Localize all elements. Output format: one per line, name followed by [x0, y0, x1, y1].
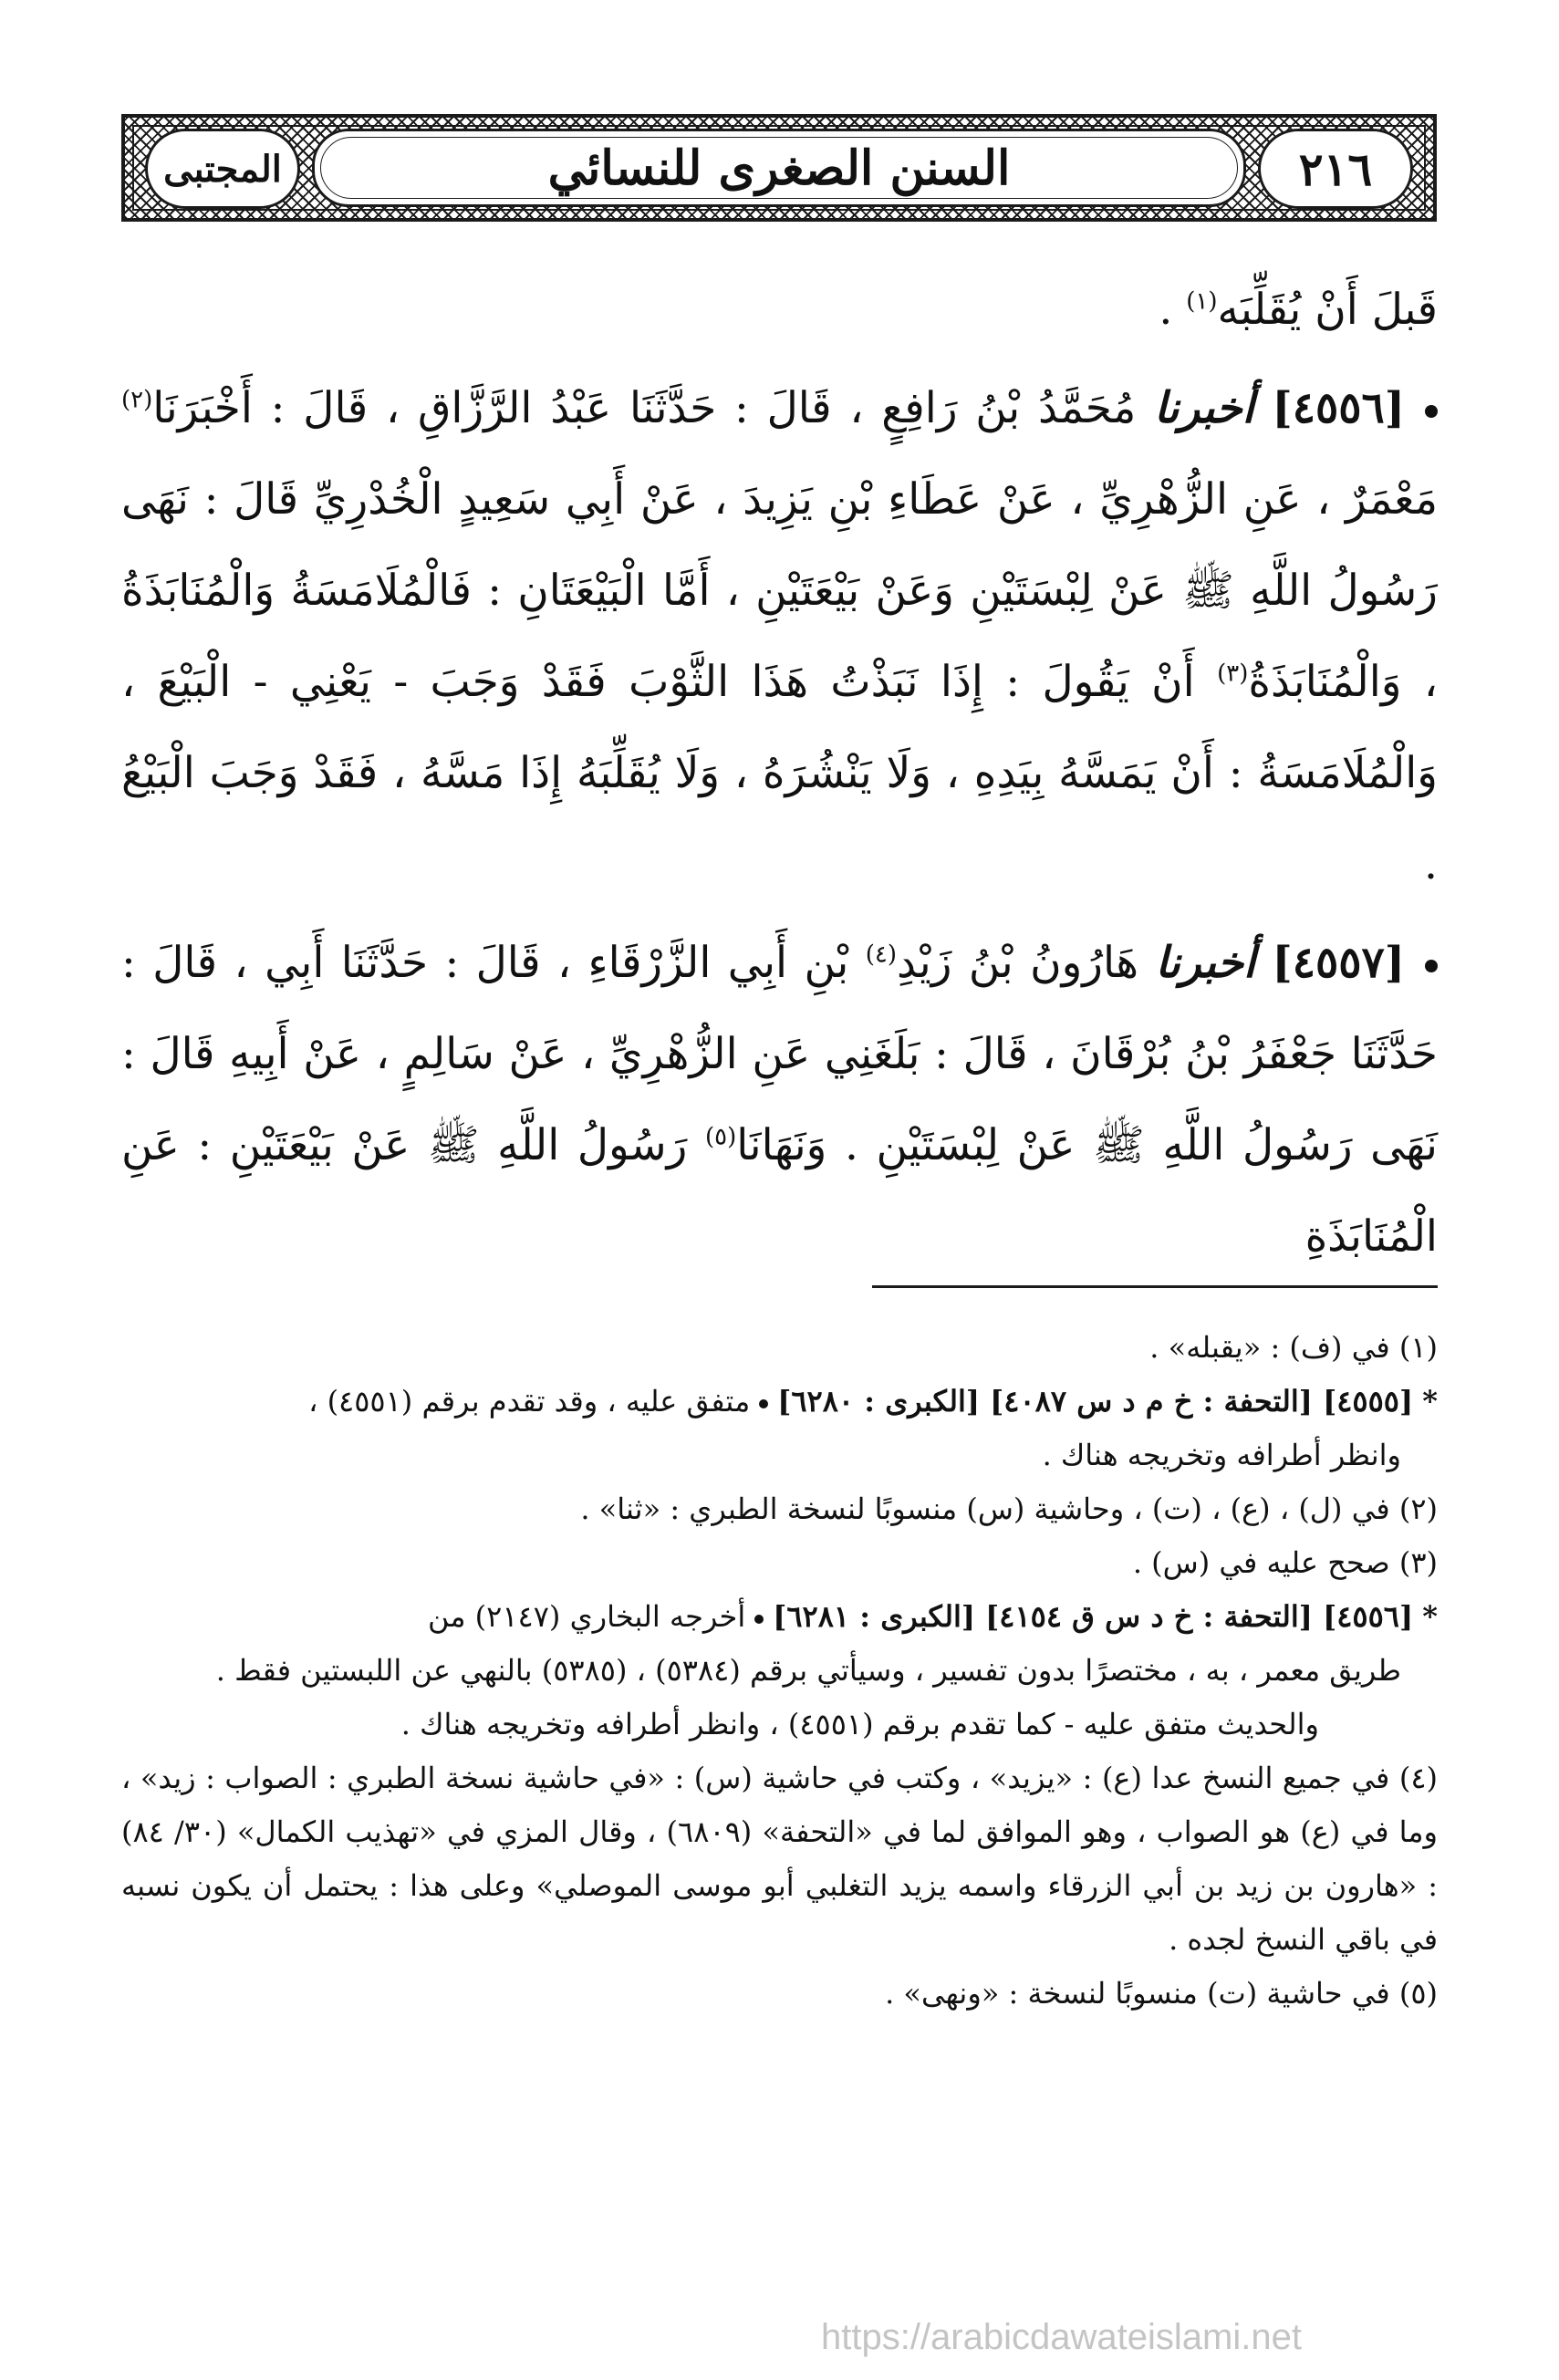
hadith-number: [٤٥٥٦] [1272, 383, 1405, 433]
continuation-line: قَبلَ أَنْ يُقَلِّبَه$^{(١)}$ . [1159, 285, 1438, 335]
akhbarana-word: أخبرنا [1154, 383, 1254, 433]
takhrij-4555 [121, 1375, 1438, 1429]
hadith-4557 [121, 918, 1438, 1283]
star-icon: * [1422, 1599, 1438, 1634]
dot-icon [759, 1399, 768, 1408]
bullet-icon [1425, 960, 1438, 972]
footnote-ref-1: (١) [1186, 287, 1218, 316]
footnote-2: (٢) في (ل) ، (ع) ، (ت) ، وحاشية (س) منسوبًا لنسخة الطبري : «ثنا» . [580, 1491, 1438, 1526]
takhrij-ref: [٤٥٥٦] [التحفة : خ د س ق ٤١٥٤] [الكبرى : ٦٢٨١] [773, 1599, 1414, 1634]
footnote-ref-2: (٢) [121, 386, 153, 414]
hadith-text: أَنْ يَقُولَ : إِذَا نَبَذْتُ هَذَا الثَّوْبَ فَقَدْ وَجَبَ - يَعْنِي - الْبَيْعَ ، وَالْمُلَامَسَةُ : أَنْ يَمَسَّهُ بِيَدِهِ ، وَلَا يَنْشُرَهُ ، وَلَا يُقَلِّبَهُ إِذَا مَسَّهُ ، فَقَدْ وَجَبَ الْبَيْعُ . [121, 657, 1438, 889]
footnote-ref-4: (٤) [865, 941, 898, 969]
takhrij-4555-cont: وانظر أطرافه وتخريجه هناك . [1042, 1438, 1401, 1472]
page-number-medallion [1258, 129, 1413, 209]
hadith-text: هَارُونُ بْنُ زَيْدِ [897, 938, 1156, 988]
book-title: السنن الصغرى للنسائي [547, 140, 1011, 196]
takhrij-4556 [121, 1590, 1438, 1644]
hadith-text: مَعْمَرٌ ، عَنِ الزُّهْرِيِّ ، عَنْ عَطَاءِ بْنِ يَزِيدَ ، عَنْ أَبِي سَعِيدٍ الْخُدْرِيِّ قَالَ : نَهَى رَسُولُ اللَّهِ ﷺ عَنْ لِبْسَتَيْنِ وَعَنْ بَيْعَتَيْنِ ، أَمَّا الْبَيْعَتَانِ : فَالْمُلَامَسَةُ وَالْمُنَابَذَةُ ، وَالْمُنَابَذَةُ [121, 474, 1438, 707]
footnote-ref-3: (٣) [1217, 660, 1249, 688]
page-number: ٢١٦ [1298, 141, 1373, 196]
footnote-3: (٣) صحح عليه في (س) . [1132, 1545, 1438, 1580]
takhrij-text: أخرجه البخاري (٢١٤٧) من [428, 1599, 746, 1634]
dot-icon [754, 1615, 764, 1624]
takhrij-4556-cont: طريق معمر ، به ، مختصرًا بدون تفسير ، وسيأتي برقم (٥٣٨٤) ، (٥٣٨٥) بالنهي عن اللبستين فقط . [215, 1653, 1401, 1688]
hadith-number: [٤٥٥٧] [1272, 938, 1405, 988]
footnotes [121, 1321, 1438, 2021]
continuation-text: قَبلَ أَنْ يُقَلِّبَه [1217, 285, 1438, 335]
bullet-icon [1425, 405, 1438, 418]
akhbarana-word: أخبرنا [1155, 938, 1256, 988]
footnote-4: (٤) في جميع النسخ عدا (ع) : «يزيد» ، وكتب في حاشية (س) : «في حاشية نسخة الطبري : الصواب : زيد» ، وما في (ع) هو الصواب ، وهو الموافق لما في «التحفة» (٦٨٠٩) ، وقال المزي في «تهذيب الكمال» (٣٠/ ٨٤) : «هارون بن زيد بن أبي الزرقاء واسمه يزيد التغلبي أبو موسى الموصلي» وعلى هذا : يحتمل أن يكون نسبه في باقي النسخ لجده . [121, 1761, 1439, 1957]
takhrij-text: متفق عليه ، وقد تقدم برقم (٤٥٥١) ، [308, 1384, 751, 1419]
takhrij-ref: [٤٥٥٥] [التحفة : خ م د س ٤٠٨٧] [الكبرى : ٦٢٨٠] [777, 1384, 1414, 1419]
footnote-ref-5: (٥) [704, 1123, 737, 1151]
watermark-url: https://arabicdawateislami.net [821, 2317, 1302, 2357]
series-medallion [145, 129, 300, 209]
footnote-1: (١) في (ف) : «يقبله» . [1149, 1330, 1438, 1365]
footnote-5: (٥) في حاشية (ت) منسوبًا لنسخة : «ونهى» . [885, 1976, 1438, 2011]
star-icon: * [1422, 1384, 1438, 1419]
takhrij-4556-note: والحديث متفق عليه - كما تقدم برقم (٤٥٥١) ، وانظر أطرافه وتخريجه هناك . [400, 1707, 1319, 1741]
hadith-text: بْنِ أَبِي الزَّرْقَاءِ ، قَالَ : حَدَّثَنَا أَبِي ، قَالَ : حَدَّثَنَا جَعْفَرُ بْنُ بُرْقَانَ ، قَالَ : بَلَغَنِي عَنِ الزُّهْرِيِّ ، عَنْ سَالِمٍ ، عَنْ أَبِيهِ قَالَ : نَهَى رَسُولُ اللَّهِ ﷺ عَنْ لِبْسَتَيْنِ . وَنَهَانَا [121, 938, 1439, 1170]
hadith-text: رَسُولُ اللَّهِ ﷺ عَنْ بَيْعَتَيْنِ : عَنِ الْمُنَابَذَةِ [121, 1120, 1438, 1262]
hadith-text: مُحَمَّدُ بْنُ رَافِعٍ ، قَالَ : حَدَّثَنَا عَبْدُ الرَّزَّاقِ ، قَالَ : أَخْبَرَنَا [152, 383, 1155, 433]
series-name: المجتبى [163, 147, 282, 191]
page-header [121, 114, 1437, 222]
title-cartouche [312, 129, 1246, 207]
footnote-separator [872, 1285, 1438, 1288]
hadith-4556 [121, 363, 1438, 910]
main-text [121, 265, 1438, 1283]
